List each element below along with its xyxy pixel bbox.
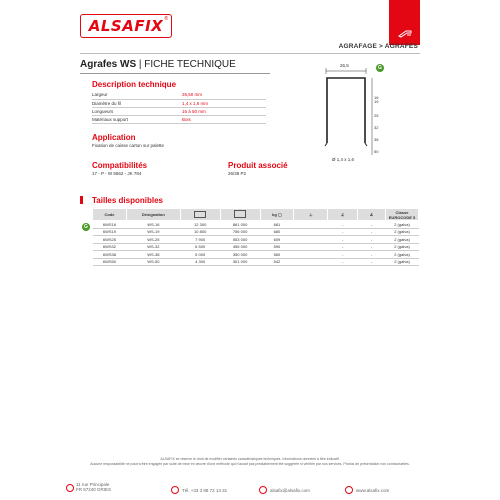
breadcrumb: AGRAFAGE > AGRAFES <box>338 43 418 50</box>
table-row <box>93 243 419 251</box>
table-cell: 12 300 <box>180 221 220 229</box>
breadcrumb-bar <box>80 42 420 54</box>
header-carton-icon <box>220 209 260 221</box>
description-row <box>92 99 266 107</box>
table-cell: 756 000 <box>220 228 260 236</box>
footer-address <box>76 482 111 492</box>
description-label: Matériaux support <box>92 115 182 123</box>
staple-gun-icon <box>397 27 413 39</box>
width-label: 26,5 <box>340 63 349 68</box>
length-tick-label: 25 <box>374 113 379 118</box>
table-cell: 6WS50 <box>93 258 127 266</box>
table-cell: - <box>358 221 386 229</box>
table-cell: 4 300 <box>180 258 220 266</box>
table-cell: WS-25 <box>126 236 180 244</box>
table-cell: 590 <box>260 243 294 251</box>
box-icon <box>194 211 206 218</box>
table-cell: - <box>328 251 358 259</box>
logo-text: ALSAFIX <box>88 17 164 35</box>
corner-tab <box>389 0 420 45</box>
table-cell: 553 000 <box>220 236 260 244</box>
section-associated-title: Produit associé <box>228 161 288 170</box>
table-cell: - <box>328 243 358 251</box>
table-cell: 2 (galva) <box>386 251 419 259</box>
description-row <box>92 115 266 123</box>
table-cell: - <box>328 228 358 236</box>
table-cell: 301 000 <box>220 258 260 266</box>
footer-email[interactable] <box>259 486 310 494</box>
title-separator: | <box>136 59 145 70</box>
table-cell: 5 000 <box>180 251 220 259</box>
description-value: 1,4 x 1,6 mm <box>182 99 266 107</box>
table-cell: 680 <box>260 228 294 236</box>
disclaimer-line-2: Aucune responsabilité ne pourra être engagée par suite de mise en œuvre d'une méthode qui n'aurait pas préalablement été suggérée ni vérifiée par nos services. Photos de présentation non contractuelles. <box>90 462 410 466</box>
sizes-accent <box>80 196 83 204</box>
table-cell: - <box>358 243 386 251</box>
title-divider <box>80 73 270 74</box>
table-row <box>93 228 419 236</box>
table-cell: 2 (galva) <box>386 221 419 229</box>
length-tick-label: 19 <box>374 99 379 104</box>
table-cell: - <box>358 258 386 266</box>
table-cell: - <box>328 221 358 229</box>
title-subtitle: FICHE TECHNIQUE <box>144 59 236 70</box>
table-cell: 6WS38 <box>93 251 127 259</box>
galva-badge-icon <box>376 64 384 72</box>
table-cell: - <box>358 251 386 259</box>
table-cell: 455 000 <box>220 243 260 251</box>
phone-icon <box>171 486 179 494</box>
footer-web[interactable] <box>345 486 389 494</box>
description-row <box>92 107 266 115</box>
table-cell: 542 <box>260 258 294 266</box>
header-weight: kg ▢ <box>260 209 294 221</box>
weight-label: kg <box>272 212 277 217</box>
staple-schematic <box>300 63 420 173</box>
table-cell <box>294 258 328 266</box>
table-cell: - <box>328 236 358 244</box>
table-cell: 2 (galva) <box>386 228 419 236</box>
table-cell: 861 000 <box>220 221 260 229</box>
table-cell <box>294 243 328 251</box>
table-cell <box>294 221 328 229</box>
table-cell: 6WS19 <box>93 228 127 236</box>
length-tick-label: 50 <box>374 149 379 154</box>
row-badge-letter: G <box>84 224 88 230</box>
table-cell: 2 (galva) <box>386 236 419 244</box>
header-eurocode: Classe EUROCODE 5 <box>386 209 419 221</box>
description-row <box>92 91 266 99</box>
address-line-2: FR 67240 GRIES <box>76 487 112 492</box>
table-cell: 681 <box>260 221 294 229</box>
product-name: Agrafes WS <box>80 59 137 70</box>
table-cell: WS-50 <box>126 258 180 266</box>
phone-text: Tél. +33 3 88 72 13 31 <box>182 487 228 493</box>
section-application-title: Application <box>92 133 136 142</box>
table-cell <box>294 236 328 244</box>
table-cell: 6 500 <box>180 243 220 251</box>
associated-text: 26/38 P2 <box>228 171 247 176</box>
footer-phone[interactable] <box>171 486 227 494</box>
table-cell <box>294 228 328 236</box>
table-cell: 2 (galva) <box>386 258 419 266</box>
table-cell: 560 <box>260 251 294 259</box>
staple-drawing <box>300 63 420 173</box>
description-label: Longueurs <box>92 107 182 115</box>
row-galva-badge-icon <box>82 223 90 231</box>
alsafix-logo <box>80 14 172 38</box>
sizes-table <box>92 208 419 266</box>
address-line-1: 11 rue Principale <box>76 482 110 487</box>
disclaimer <box>80 457 420 467</box>
table-cell: 350 000 <box>220 251 260 259</box>
table-cell: 10 800 <box>180 228 220 236</box>
section-sizes-title: Tailles disponibles <box>92 196 163 205</box>
table-cell: 609 <box>260 236 294 244</box>
length-tick-label: 32 <box>374 125 379 130</box>
table-cell: - <box>358 236 386 244</box>
email-text: alsafix@alsafix.com <box>270 487 310 493</box>
table-row <box>93 251 419 259</box>
web-text: www.alsafix.com <box>356 487 390 493</box>
table-cell: 6WS32 <box>93 243 127 251</box>
length-tick-label: 16 <box>374 95 379 100</box>
header-box-icon <box>180 209 220 221</box>
section-compat-title: Compatibilités <box>92 161 148 170</box>
description-value: Bois <box>182 115 266 123</box>
table-cell: 6WS25 <box>93 236 127 244</box>
table-row <box>93 236 419 244</box>
header-angle-icon: ∠ <box>328 209 358 221</box>
table-cell: WS-32 <box>126 243 180 251</box>
location-icon <box>66 484 74 492</box>
header-pallet-icon: ⊥ <box>294 209 328 221</box>
description-value: 26,50 mm <box>182 91 266 99</box>
header-designation: Désignation <box>126 209 180 221</box>
table-cell: - <box>328 258 358 266</box>
application-text: Fixation de caisse carton sur palette <box>92 143 165 148</box>
disclaimer-line-1: ALSAFIX se réserve le droit de modifier certaines caractéristiques techniques. Informations données à titre indicatif. <box>160 457 340 461</box>
description-value: 16 à 50 mm <box>182 107 266 115</box>
table-cell: WS-16 <box>126 221 180 229</box>
wire-label: Ø 1,4 x 1,6 <box>332 157 355 162</box>
badge-letter: G <box>378 65 382 71</box>
globe-icon <box>345 486 353 494</box>
section-description-title: Description technique <box>92 80 177 89</box>
header-code: Code <box>93 209 127 221</box>
table-row <box>93 221 419 229</box>
description-label: Largeur <box>92 91 182 99</box>
table-cell: - <box>358 228 386 236</box>
carton-icon <box>234 210 246 218</box>
table-cell: 6WS16 <box>93 221 127 229</box>
registered-mark: ® <box>164 16 168 22</box>
length-tick-label: 38 <box>374 137 379 142</box>
description-table <box>92 91 266 124</box>
table-cell: WS-38 <box>126 251 180 259</box>
table-cell: WS-19 <box>126 228 180 236</box>
table-cell: 7 900 <box>180 236 220 244</box>
email-icon <box>259 486 267 494</box>
compat-text: 17 - P - W 5562 - JK 784 <box>92 171 142 176</box>
table-cell: 2 (galva) <box>386 243 419 251</box>
table-cell <box>294 251 328 259</box>
description-label: Diamètre du fil <box>92 99 182 107</box>
table-row <box>93 258 419 266</box>
sizes-header-row <box>93 209 419 221</box>
header-angle2-icon: ∡ <box>358 209 386 221</box>
page-title <box>80 59 236 70</box>
